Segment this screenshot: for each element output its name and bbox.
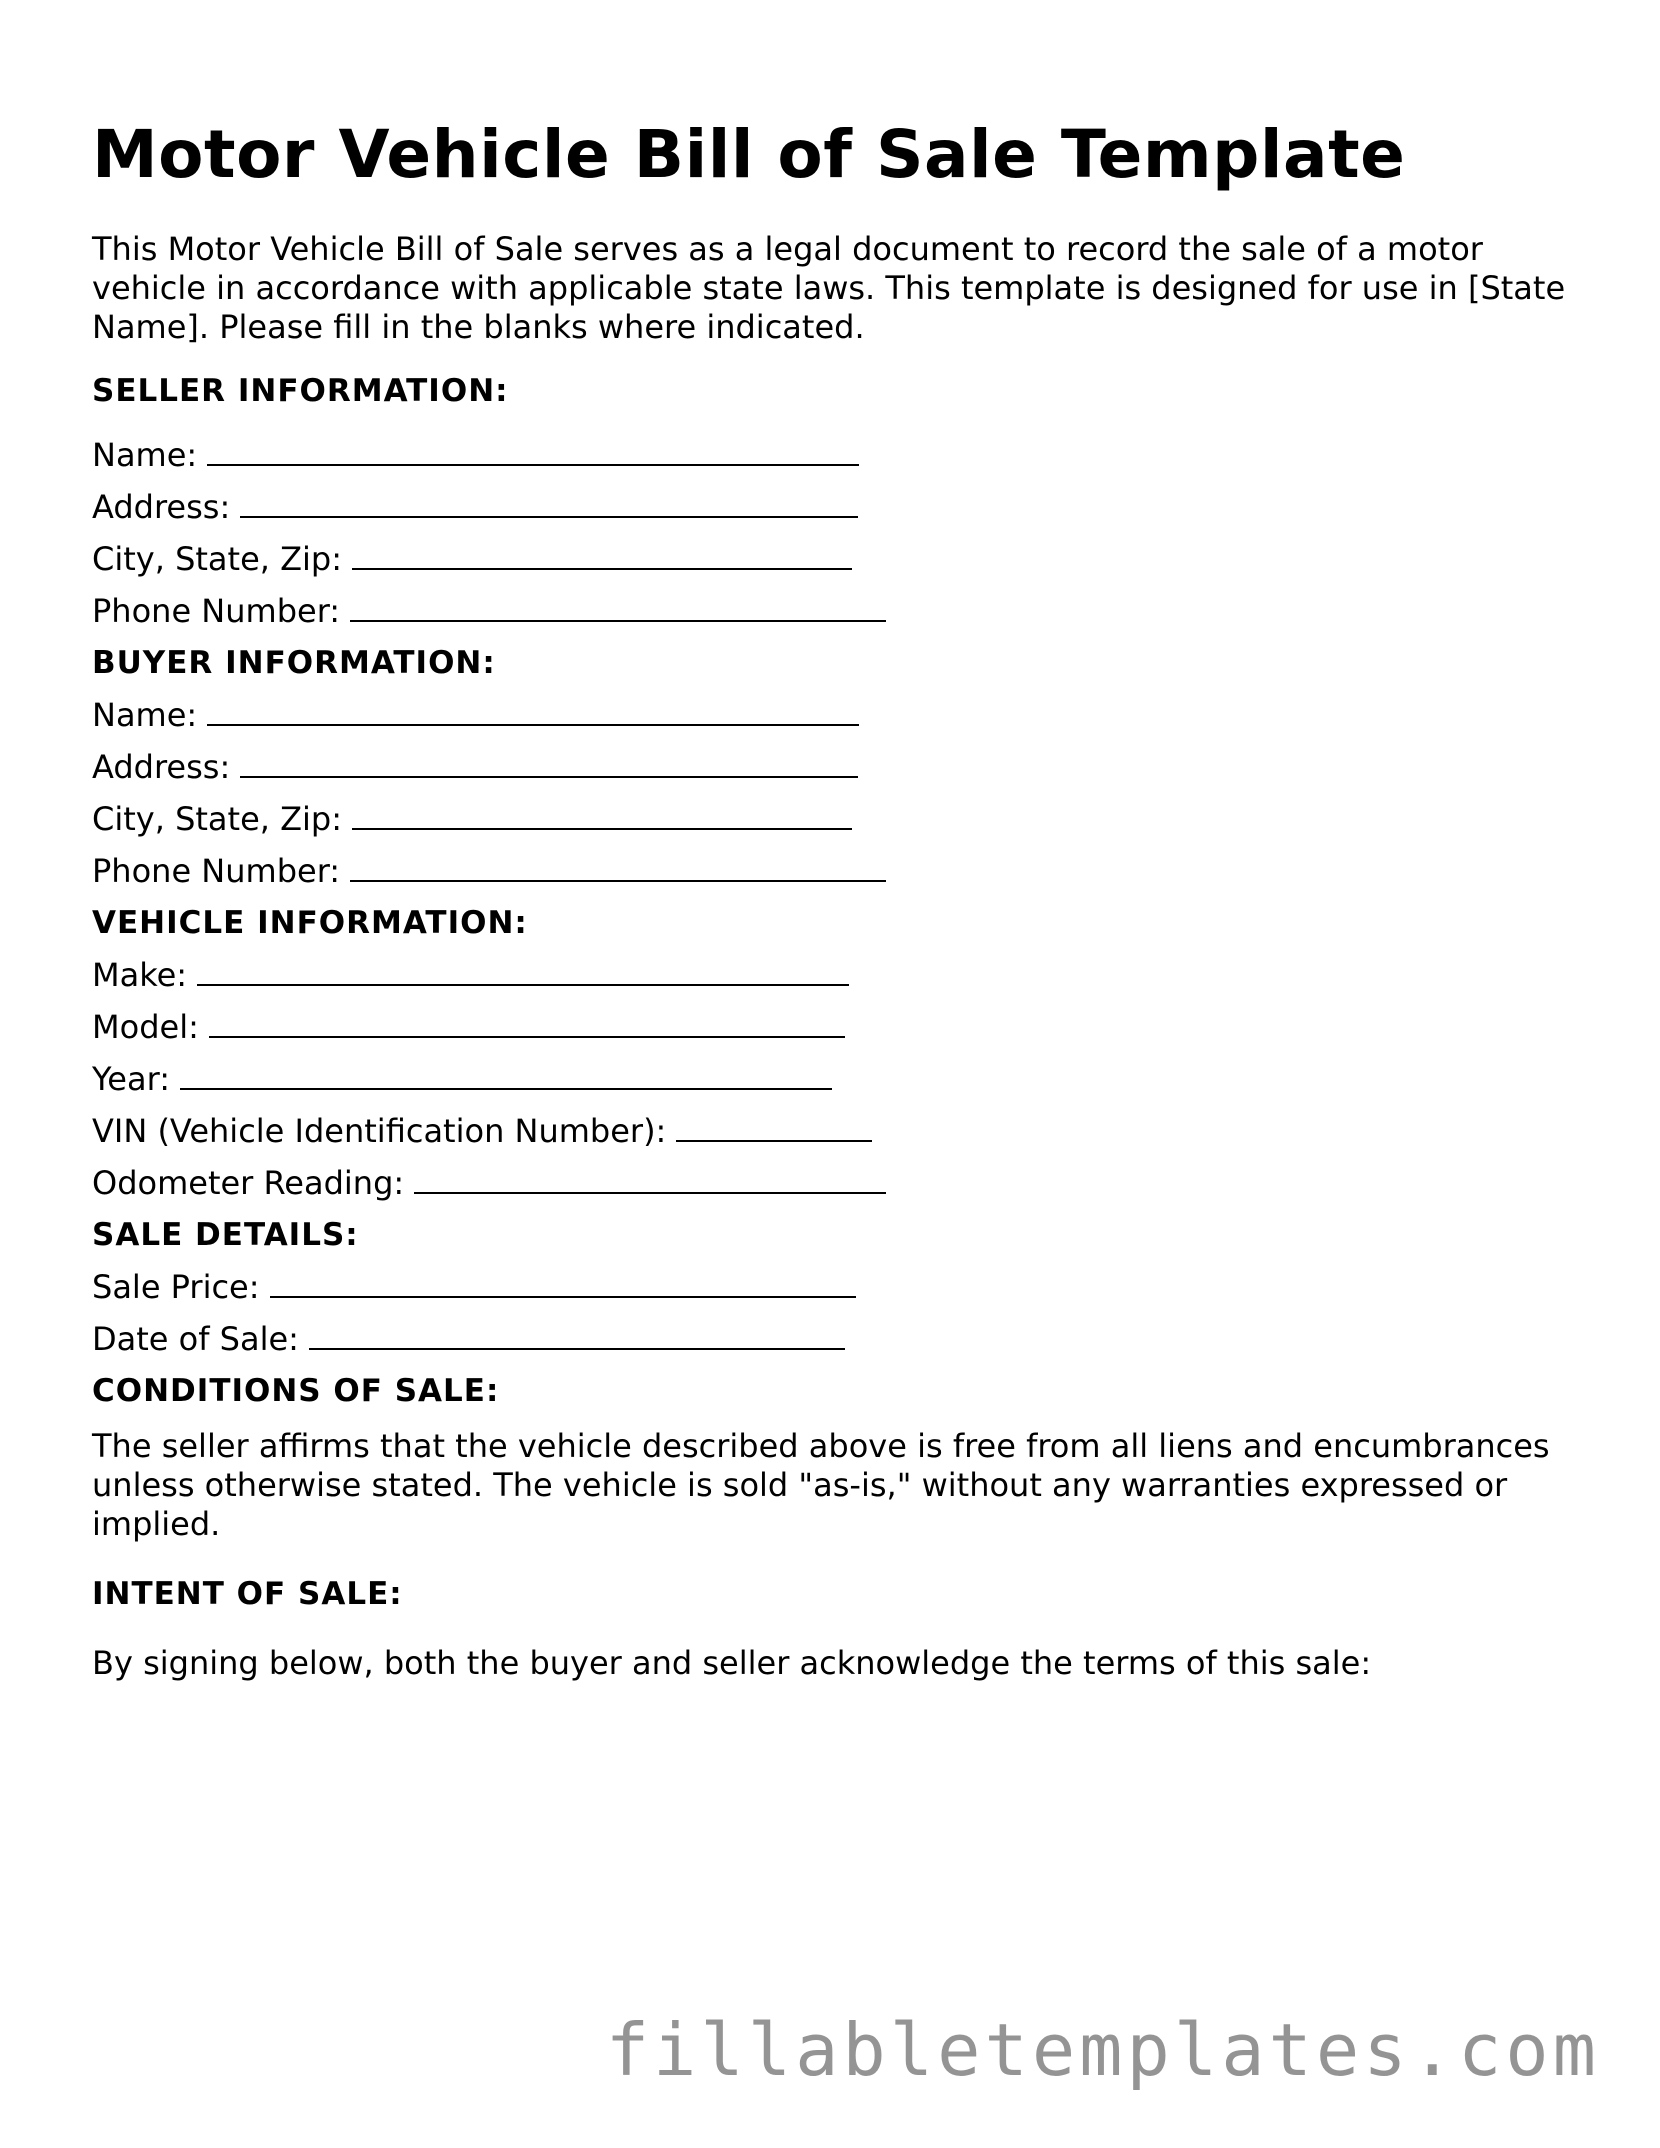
seller-phone-blank[interactable] bbox=[350, 594, 886, 622]
sale-date-field bbox=[92, 1319, 1572, 1359]
sale-heading: SALE DETAILS: bbox=[92, 1217, 359, 1253]
buyer-phone-blank[interactable] bbox=[350, 854, 886, 882]
seller-city-label: City, State, Zip: bbox=[92, 540, 343, 578]
buyer-phone-label: Phone Number: bbox=[92, 852, 341, 890]
vehicle-vin-blank[interactable] bbox=[676, 1114, 872, 1142]
conditions-paragraph: The seller affirms that the vehicle described above is free from all liens and encumbrances unless otherwise stated. The vehicle is sold "as-is," without any warranties expressed or implied. bbox=[92, 1427, 1550, 1543]
buyer-name-label: Name: bbox=[92, 696, 198, 734]
vehicle-vin-label: VIN (Vehicle Identification Number): bbox=[92, 1112, 667, 1150]
buyer-name-field bbox=[92, 695, 1572, 735]
vehicle-odometer-field bbox=[92, 1163, 1572, 1203]
sale-price-field bbox=[92, 1267, 1572, 1307]
seller-city-field bbox=[92, 539, 1572, 579]
sale-date-label: Date of Sale: bbox=[92, 1320, 299, 1358]
buyer-city-label: City, State, Zip: bbox=[92, 800, 343, 838]
seller-name-blank[interactable] bbox=[207, 438, 859, 466]
sale-price-label: Sale Price: bbox=[92, 1268, 260, 1306]
seller-phone-field bbox=[92, 591, 1572, 631]
vehicle-model-field bbox=[92, 1007, 1572, 1047]
buyer-heading: BUYER INFORMATION: bbox=[92, 645, 496, 681]
vehicle-year-label: Year: bbox=[92, 1060, 170, 1098]
vehicle-make-label: Make: bbox=[92, 956, 188, 994]
vehicle-year-blank[interactable] bbox=[180, 1062, 832, 1090]
conditions-heading: CONDITIONS OF SALE: bbox=[92, 1373, 500, 1409]
vehicle-make-blank[interactable] bbox=[197, 958, 849, 986]
seller-phone-label: Phone Number: bbox=[92, 592, 341, 630]
sale-price-blank[interactable] bbox=[270, 1270, 856, 1298]
sale-date-blank[interactable] bbox=[309, 1322, 845, 1350]
vehicle-heading: VEHICLE INFORMATION: bbox=[92, 905, 528, 941]
buyer-name-blank[interactable] bbox=[207, 698, 859, 726]
buyer-city-blank[interactable] bbox=[352, 802, 852, 830]
vehicle-make-field bbox=[92, 955, 1572, 995]
buyer-address-blank[interactable] bbox=[240, 750, 858, 778]
seller-city-blank[interactable] bbox=[352, 542, 852, 570]
vehicle-year-field bbox=[92, 1059, 1572, 1099]
page-title: Motor Vehicle Bill of Sale Template bbox=[92, 116, 1406, 193]
vehicle-model-label: Model: bbox=[92, 1008, 199, 1046]
seller-name-field bbox=[92, 435, 1572, 475]
seller-address-blank[interactable] bbox=[240, 490, 858, 518]
vehicle-odometer-label: Odometer Reading: bbox=[92, 1164, 405, 1202]
buyer-phone-field bbox=[92, 851, 1572, 891]
seller-address-field bbox=[92, 487, 1572, 527]
buyer-address-label: Address: bbox=[92, 748, 231, 786]
seller-heading: SELLER INFORMATION: bbox=[92, 373, 509, 409]
intent-paragraph: By signing below, both the buyer and seller acknowledge the terms of this sale: bbox=[92, 1644, 1372, 1682]
vehicle-odometer-blank[interactable] bbox=[414, 1166, 886, 1194]
buyer-city-field bbox=[92, 799, 1572, 839]
watermark: fillabletemplates.com bbox=[605, 2008, 1600, 2092]
seller-address-label: Address: bbox=[92, 488, 231, 526]
seller-name-label: Name: bbox=[92, 436, 198, 474]
vehicle-model-blank[interactable] bbox=[209, 1010, 845, 1038]
intro-paragraph: This Motor Vehicle Bill of Sale serves as a legal document to record the sale of a motor vehicle in accordance with applicable state laws. This template is designed for use in [State Name]. Please fill in the blanks where indicated. bbox=[92, 230, 1566, 346]
vehicle-vin-field bbox=[92, 1111, 1572, 1151]
document-page bbox=[92, 110, 1572, 1683]
buyer-address-field bbox=[92, 747, 1572, 787]
intent-heading: INTENT OF SALE: bbox=[92, 1576, 403, 1612]
